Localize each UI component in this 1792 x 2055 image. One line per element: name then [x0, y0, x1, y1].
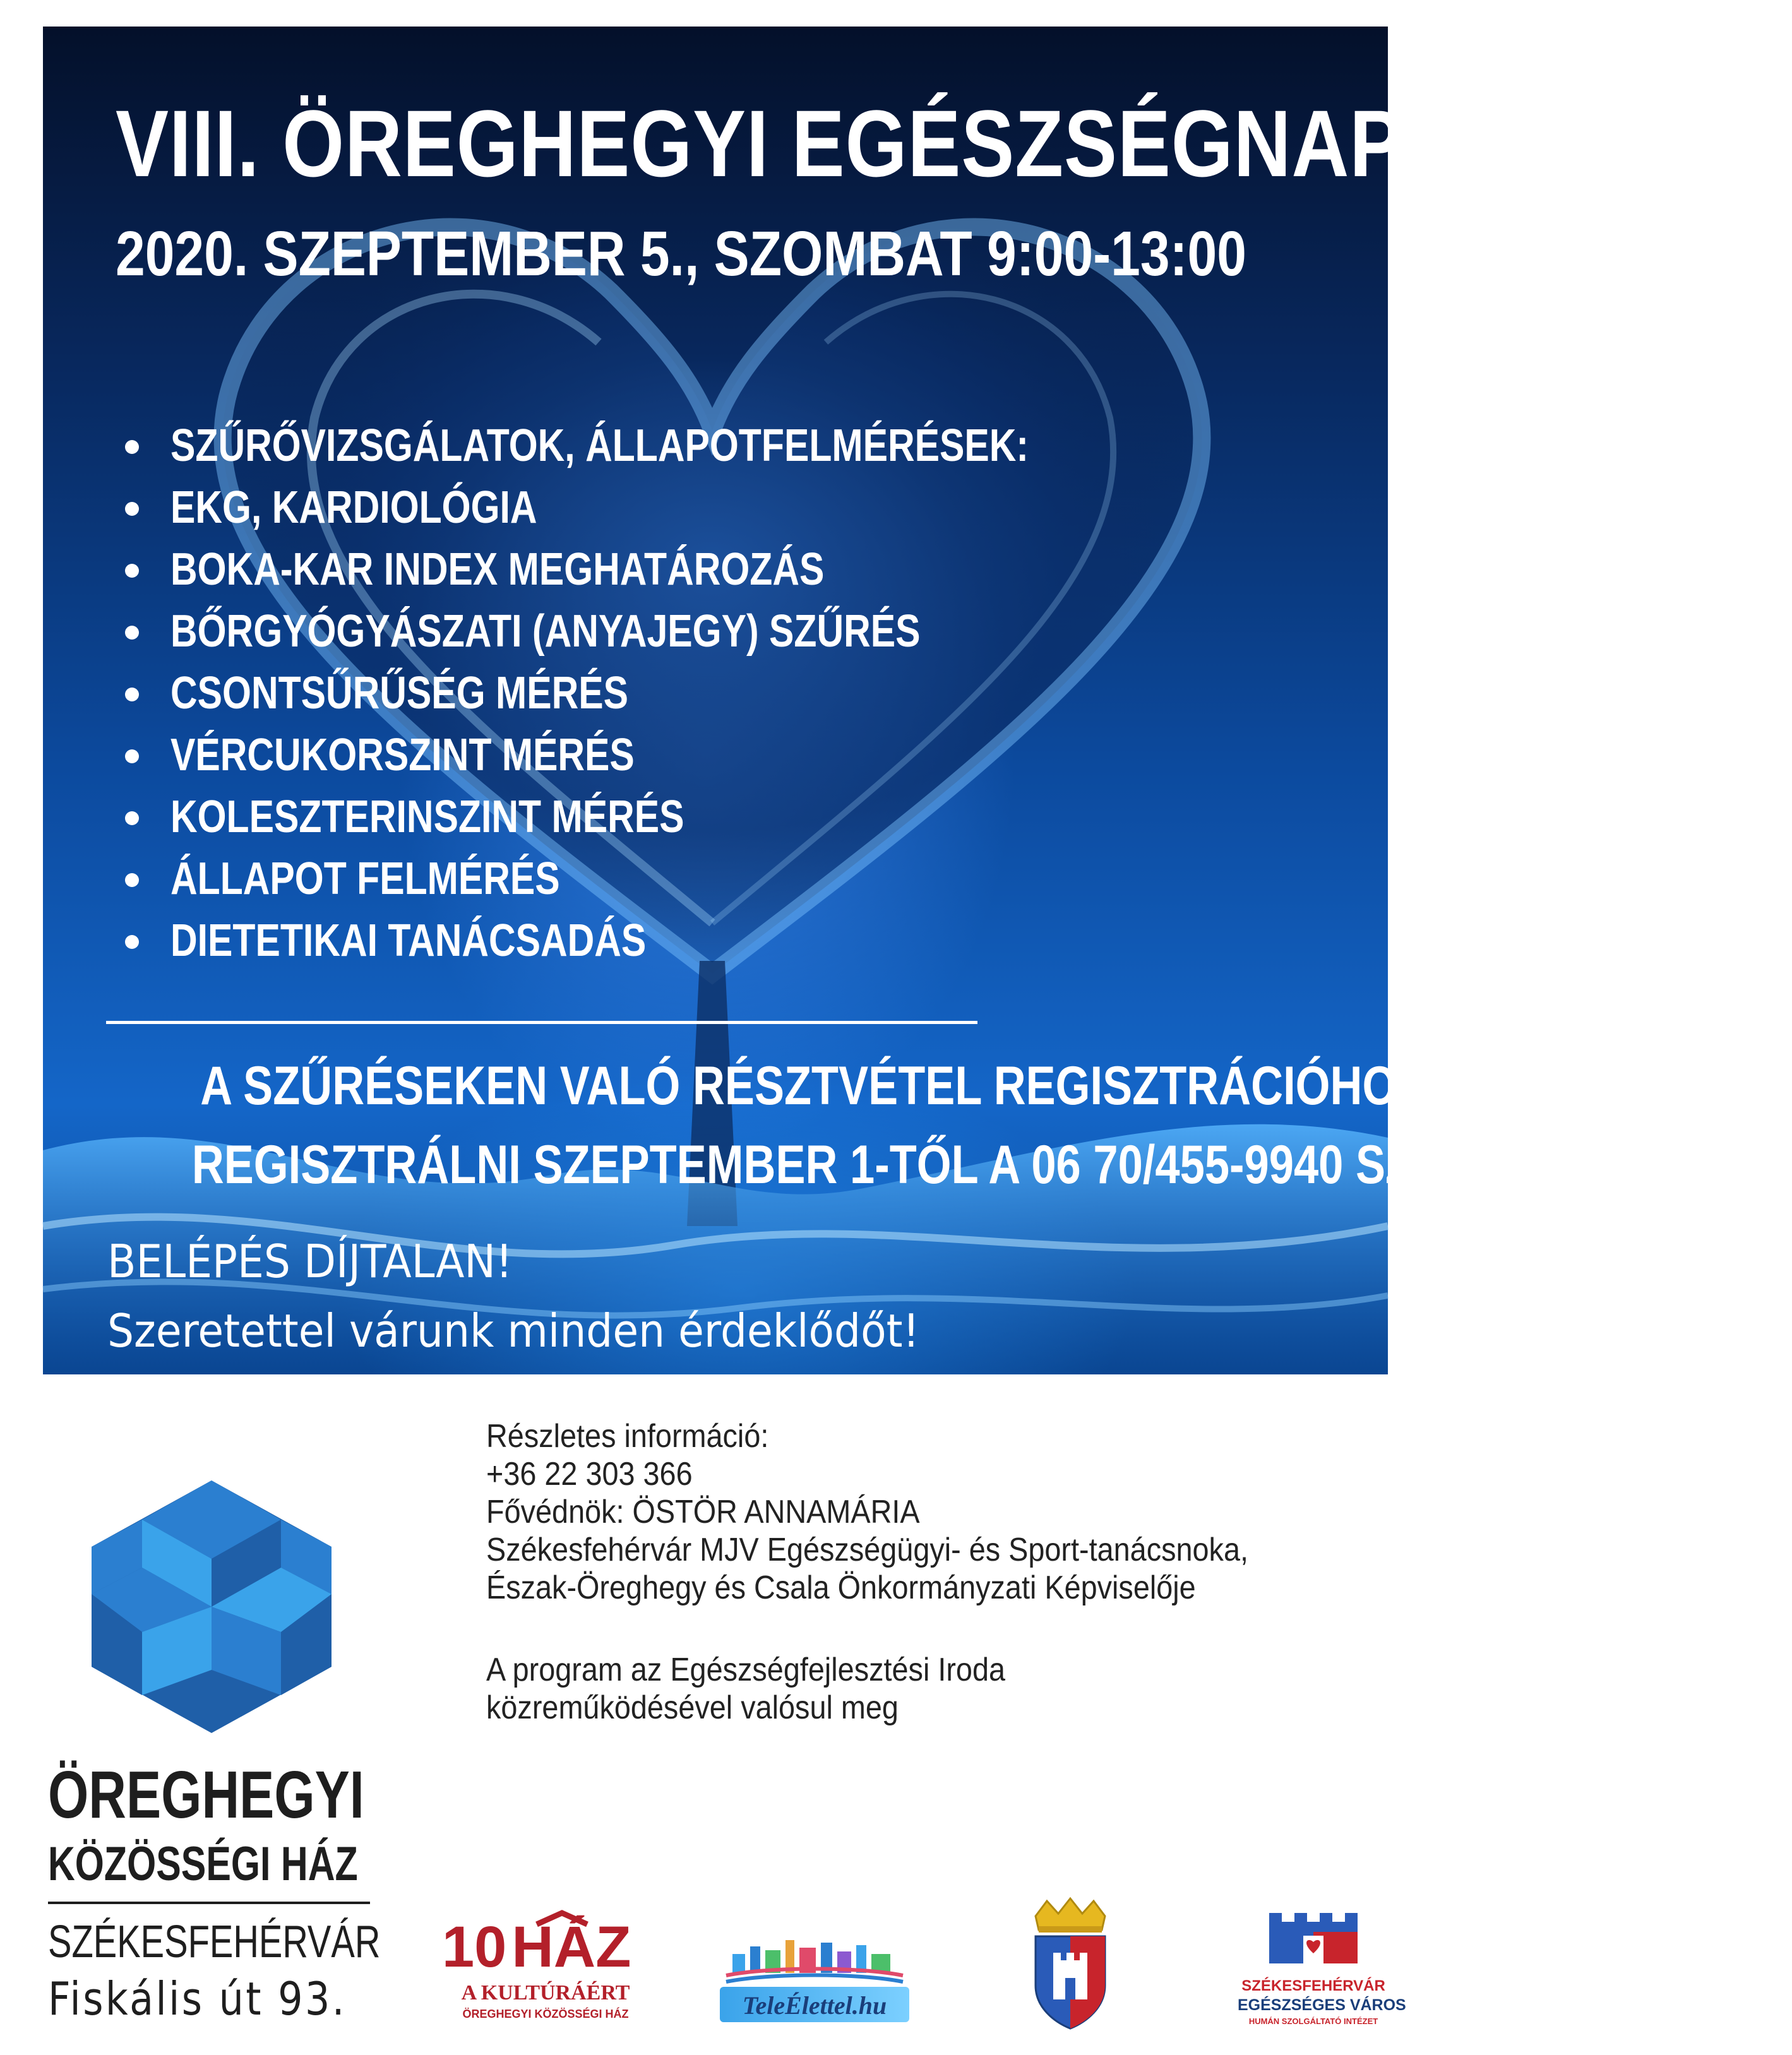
organizer-address: Fiskális út 93. — [48, 1972, 347, 2025]
list-item: BOKA-KAR INDEX MEGHATÁROZÁS — [119, 539, 1217, 600]
services-list — [119, 415, 1217, 972]
event-title: VIII. ÖREGHEGYI EGÉSZSÉGNAP — [116, 90, 1404, 196]
patron-name: Fővédnök: ÖSTÖR ANNAMÁRIA — [486, 1494, 920, 1530]
hexagon-cube-logo-icon — [92, 1480, 332, 1733]
sponsor-haz-tagline: A KULTÚRÁÉRT — [461, 1981, 630, 2004]
welcome-text: Szeretettel várunk minden érdeklődőt! — [107, 1304, 920, 1357]
patron-role: Észak-Öreghegy és Csala Önkormányzati Képviselője — [486, 1570, 1196, 1606]
sponsor-healthy-city: EGÉSZSÉGES VÁROS — [1238, 1996, 1406, 2014]
list-item: SZŰRŐVIZSGÁLATOK, ÁLLAPOTFELMÉRÉSEK: — [119, 415, 1217, 477]
organizer-name: ÖREGHEGYI — [48, 1758, 364, 1832]
coat-of-arms-icon — [1023, 1897, 1118, 2030]
sponsor-10-haz-logo: 10HÁZ A KULTÚRÁÉRT ÖREGHEGYI KÖZÖSSÉGI HÁZ — [442, 1913, 650, 2027]
list-item: KOLESZTERINSZINT MÉRÉS — [119, 786, 1217, 848]
info-phone[interactable]: +36 22 303 366 — [486, 1456, 693, 1492]
sponsor-haz-number: 10 — [442, 1915, 507, 1979]
sponsor-city-name: SZÉKESFEHÉRVÁR — [1241, 1977, 1385, 1994]
program-note: közreműködésével valósul meg — [486, 1689, 899, 1726]
castle-heart-icon — [1238, 1900, 1389, 1976]
sponsor-haz-subline: ÖREGHEGYI KÖZÖSSÉGI HÁZ — [462, 2008, 629, 2020]
info-block — [486, 1417, 1333, 1727]
sponsor-haz-word: ÁZ — [553, 1915, 631, 1979]
info-heading: Részletes információ: — [486, 1418, 769, 1455]
program-note: A program az Egészségfejlesztési Iroda — [486, 1652, 1006, 1688]
list-item: CSONTSŰRŰSÉG MÉRÉS — [119, 662, 1217, 724]
organizer-name-sub: KÖZÖSSÉGI HÁZ — [48, 1837, 358, 1891]
sponsor-teleelettel-logo — [720, 1929, 909, 2023]
list-item: DIETETIKAI TANÁCSADÁS — [119, 910, 1217, 972]
divider — [106, 1021, 977, 1024]
list-item: EKG, KARDIOLÓGIA — [119, 477, 1217, 539]
sponsor-tele-text: TeleÉlettel.hu — [742, 1991, 887, 2020]
city-skyline-icon — [720, 1929, 909, 1986]
list-item: ÁLLAPOT FELMÉRÉS — [119, 848, 1217, 910]
registration-phone: REGISZTRÁLNI SZEPTEMBER 1-TŐL A 06 70/455-9940 SZÁMON — [191, 1135, 1549, 1195]
sponsor-institute: HUMÁN SZOLGÁLTATÓ INTÉZET — [1248, 2016, 1378, 2026]
hero-banner — [43, 27, 1635, 1374]
divider — [48, 1902, 370, 1904]
registration-notice: A SZŰRÉSEKEN VALÓ RÉSZTVÉTEL REGISZTRÁCIÓHOZ KÖTÖTT! — [200, 1056, 1635, 1116]
patron-role: Székesfehérvár MJV Egészségügyi- és Sport-tanácsnoka, — [486, 1532, 1248, 1568]
sponsor-healthy-city-logo — [1238, 1900, 1406, 2027]
list-item: VÉRCUKORSZINT MÉRÉS — [119, 724, 1217, 786]
organizer-city: SZÉKESFEHÉRVÁR — [48, 1917, 381, 1967]
list-item: BŐRGYÓGYÁSZATI (ANYAJEGY) SZŰRÉS — [119, 600, 1217, 662]
event-date-time: 2020. SZEPTEMBER 5., SZOMBAT 9:00-13:00 — [116, 218, 1246, 289]
free-entry-text: BELÉPÉS DÍJTALAN! — [107, 1235, 513, 1288]
